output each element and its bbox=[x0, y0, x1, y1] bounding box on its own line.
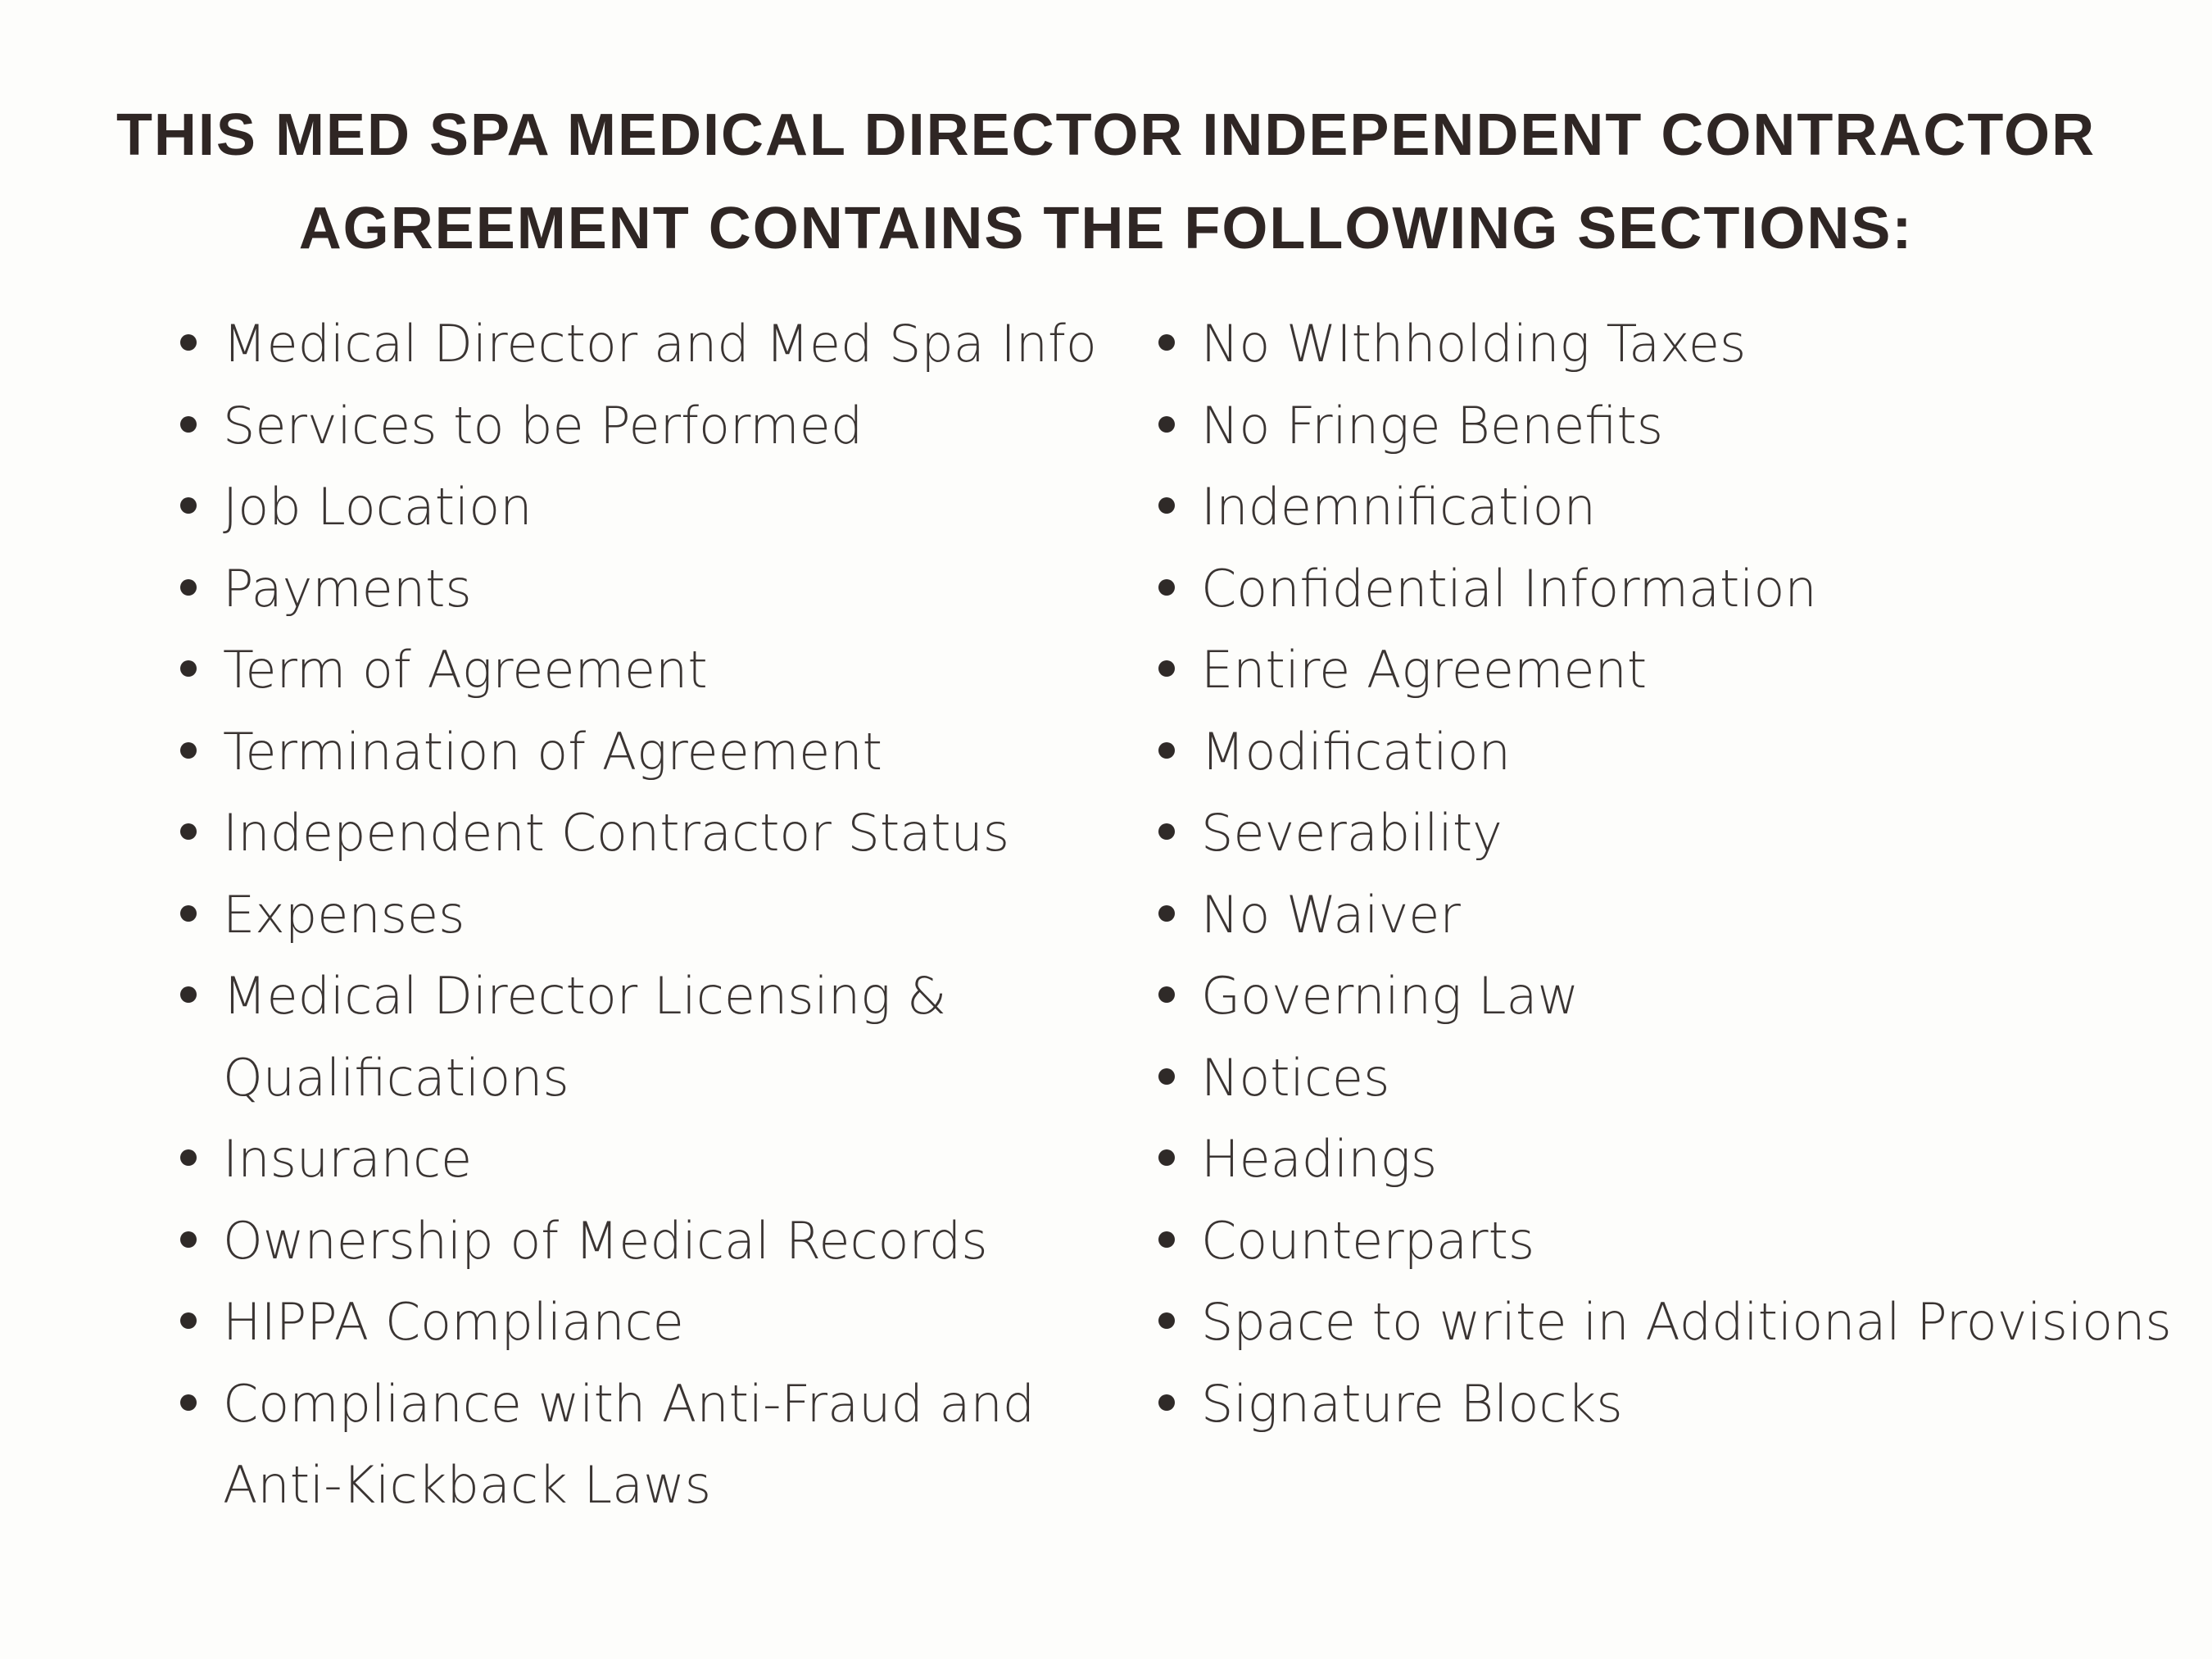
bullet-icon bbox=[1158, 986, 1175, 1003]
list-item: Severability bbox=[1152, 792, 2209, 874]
title-line-2: AGREEMENT CONTAINS THE FOLLOWING SECTIONS: bbox=[298, 196, 1914, 261]
bullet-icon bbox=[1158, 1312, 1175, 1329]
bullet-icon bbox=[180, 1149, 197, 1166]
bullet-icon bbox=[1158, 905, 1175, 922]
list-item: Confidential Information bbox=[1152, 548, 2209, 630]
list-item: Notices bbox=[1152, 1037, 2209, 1119]
list-item: Modification bbox=[1152, 711, 2209, 793]
list-item: Headings bbox=[1152, 1118, 2209, 1200]
sections-list-right bbox=[1152, 303, 2209, 1444]
bullet-icon bbox=[180, 1312, 197, 1329]
list-item: HIPPA Compliance bbox=[174, 1281, 1140, 1363]
bullet-icon bbox=[1158, 660, 1175, 677]
page-title bbox=[0, 88, 2212, 275]
list-item: Counterparts bbox=[1152, 1200, 2209, 1282]
bullet-icon bbox=[1158, 1149, 1175, 1166]
title-line-1: THIS MED SPA MEDICAL DIRECTOR INDEPENDENT CONTRACTOR bbox=[116, 102, 2096, 168]
bullet-icon bbox=[1158, 1068, 1175, 1085]
bullet-icon bbox=[1158, 579, 1175, 596]
bullet-icon bbox=[1158, 416, 1175, 433]
bullet-icon bbox=[1158, 1394, 1175, 1411]
bullet-icon bbox=[180, 1394, 197, 1411]
sections-list-left bbox=[174, 303, 1140, 1526]
bullet-icon bbox=[180, 497, 197, 514]
list-item: Signature Blocks bbox=[1152, 1363, 2209, 1445]
list-item: Entire Agreement bbox=[1152, 629, 2209, 711]
bullet-icon bbox=[1158, 1231, 1175, 1248]
list-item: Term of Agreement bbox=[174, 629, 1140, 711]
bullet-icon bbox=[1158, 823, 1175, 840]
bullet-icon bbox=[180, 416, 197, 433]
list-item: Space to write in Additional Provisions bbox=[1152, 1281, 2209, 1363]
list-item: Services to be Performed bbox=[174, 385, 1140, 467]
list-item: Job Location bbox=[174, 466, 1140, 548]
list-item: Termination of Agreement bbox=[174, 711, 1140, 793]
list-item: Payments bbox=[174, 548, 1140, 630]
list-item: No WIthholding Taxes bbox=[1152, 303, 2209, 385]
list-item: Insurance bbox=[174, 1118, 1140, 1200]
bullet-icon bbox=[180, 579, 197, 596]
list-item: Medical Director and Med Spa Info bbox=[174, 303, 1140, 385]
bullet-icon bbox=[1158, 742, 1175, 759]
list-item: Medical Director Licensing & Qualifications bbox=[174, 955, 1140, 1118]
bullet-icon bbox=[180, 1231, 197, 1248]
bullet-icon bbox=[180, 905, 197, 922]
list-item: Independent Contractor Status bbox=[174, 792, 1140, 874]
bullet-icon bbox=[180, 986, 197, 1003]
bullet-icon bbox=[1158, 497, 1175, 514]
list-item: Ownership of Medical Records bbox=[174, 1200, 1140, 1282]
bullet-icon bbox=[180, 660, 197, 677]
list-item: Governing Law bbox=[1152, 955, 2209, 1037]
list-item: Indemnification bbox=[1152, 466, 2209, 548]
bullet-icon bbox=[180, 334, 197, 351]
bullet-icon bbox=[180, 823, 197, 840]
list-item: No Waiver bbox=[1152, 874, 2209, 956]
bullet-icon bbox=[1158, 334, 1175, 351]
list-item: No Fringe Benefits bbox=[1152, 385, 2209, 467]
bullet-icon bbox=[180, 742, 197, 759]
list-item: Compliance with Anti-Fraud and Anti-Kickback Laws bbox=[174, 1363, 1140, 1526]
list-item: Expenses bbox=[174, 874, 1140, 956]
